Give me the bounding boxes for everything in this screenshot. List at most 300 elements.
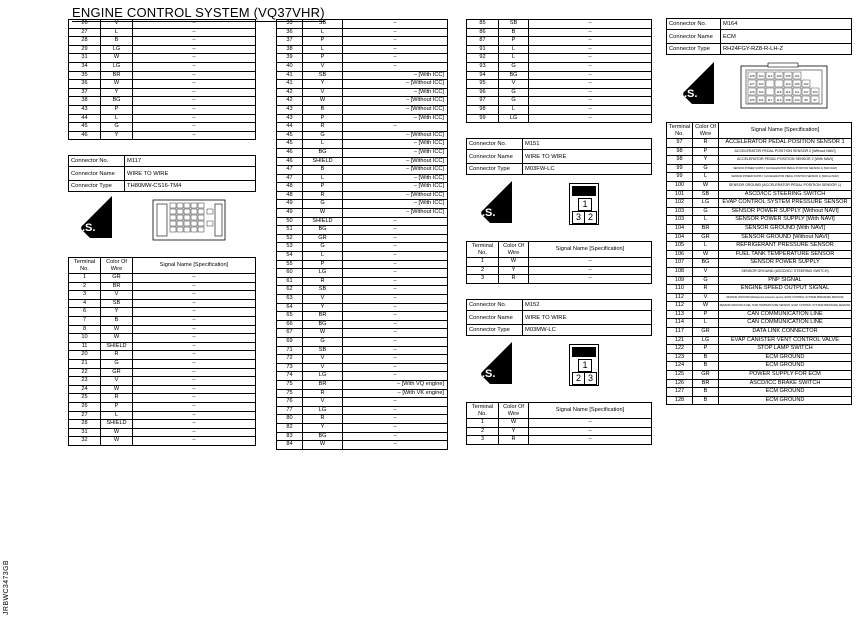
connector-no-label: Connector No. — [69, 156, 125, 167]
table-row — [667, 285, 852, 294]
table-row — [277, 277, 448, 286]
signal-name-cell: ACCELERATOR PEDAL POSITION SENSOR 2 [Without NAVI] — [719, 147, 852, 156]
terminal-no-cell: 117 — [667, 328, 693, 337]
terminal-no-cell: 2 — [467, 266, 499, 275]
wire-color-cell: B — [303, 105, 343, 114]
signal-name-cell: – — [133, 282, 256, 291]
table-row — [69, 420, 256, 429]
table-row — [69, 359, 256, 368]
connector-no-value: M151 — [523, 139, 652, 150]
signal-name-cell: – — [133, 114, 256, 123]
table-row — [69, 368, 256, 377]
terminal-no-cell: 41 — [277, 80, 303, 89]
table-row — [277, 166, 448, 175]
wire-color-cell: SB — [303, 346, 343, 355]
signal-name-cell: – — [343, 441, 448, 450]
table-row — [69, 131, 256, 140]
connector-pin-label: 110 — [785, 82, 791, 86]
signal-name-cell: – — [133, 428, 256, 437]
wire-color-cell: P — [693, 147, 719, 156]
connector-no-value: M164 — [721, 19, 852, 30]
wire-color-cell: G — [693, 276, 719, 285]
terminal-no-cell: 99 — [467, 114, 499, 123]
signal-name-cell: – — [343, 312, 448, 321]
table-row — [467, 28, 652, 37]
table-row — [667, 336, 852, 345]
connector-pin-label: 125 — [749, 98, 755, 102]
terminal-no-cell: 36 — [277, 28, 303, 37]
signal-name-cell: – — [133, 316, 256, 325]
wire-color-cell: L — [303, 140, 343, 149]
terminal-no-cell: 98 — [667, 156, 693, 165]
table-row — [69, 394, 256, 403]
signal-name-cell: – — [343, 45, 448, 54]
signal-name-cell: – [With VK engine] — [343, 389, 448, 398]
terminal-no-cell: 28 — [69, 420, 101, 429]
table-row — [667, 293, 852, 302]
connector-pin-label: 104 — [794, 98, 800, 102]
terminal-no-cell: 54 — [277, 252, 303, 261]
page-title: ENGINE CONTROL SYSTEM (VQ37VHR) — [72, 5, 325, 20]
document-code: JRBWC3473GB — [3, 560, 10, 615]
terminal-no-cell: 44 — [277, 123, 303, 132]
terminal-no-cell: 47 — [277, 174, 303, 183]
terminal-no-cell: 46 — [69, 131, 101, 140]
wire-color-cell: P — [303, 54, 343, 63]
terminal-no-cell: 36 — [69, 80, 101, 89]
wire-color-cell: W — [303, 329, 343, 338]
signal-name-cell: ECM GROUND — [719, 362, 852, 371]
table-row — [69, 411, 256, 420]
terminal-no-cell: 112 — [667, 302, 693, 311]
connector-type-label: Connector Type — [467, 164, 523, 175]
connector-pin-label: 99 — [804, 98, 808, 102]
wire-color-cell: W — [303, 97, 343, 106]
terminal-no-header: Terminal No. — [667, 123, 693, 139]
terminal-no-cell: 102 — [667, 199, 693, 208]
terminal-no-cell: 1 — [467, 419, 499, 428]
signal-name-cell: PNP SIGNAL — [719, 276, 852, 285]
wire-color-cell: L — [303, 174, 343, 183]
connector-type-value: RH24FGY-RZ8-R-LH-Z — [721, 44, 852, 55]
terminal-no-cell: 97 — [667, 139, 693, 148]
terminal-no-cell: 10 — [69, 334, 101, 343]
terminal-no-cell: 107 — [667, 259, 693, 268]
terminal-no-cell: 96 — [467, 88, 499, 97]
terminal-no-cell: 75 — [277, 389, 303, 398]
table-row — [277, 97, 448, 106]
connector-pin-label: 111 — [794, 90, 800, 94]
connector-pin-label: 102 — [803, 82, 809, 86]
terminal-no-cell: 3 — [69, 291, 101, 300]
terminal-no-cell: 99 — [667, 173, 693, 182]
table-row — [69, 37, 256, 46]
signal-name-cell: – — [133, 123, 256, 132]
table-row — [667, 156, 852, 165]
table-row — [69, 316, 256, 325]
wire-color-cell: V — [101, 20, 133, 29]
wire-color-cell: L — [303, 252, 343, 261]
terminal-no-cell: 76 — [277, 398, 303, 407]
wire-color-cell: BR — [303, 380, 343, 389]
terminal-no-cell: 43 — [277, 105, 303, 114]
wire-color-cell: BG — [499, 71, 529, 80]
signal-name-cell: FUEL TANK TEMPERATURE SENSOR — [719, 250, 852, 259]
table-row — [277, 45, 448, 54]
signal-name-cell: – [Without ICC] — [343, 157, 448, 166]
signal-name-cell: – — [343, 62, 448, 71]
terminal-no-cell: 33 — [277, 20, 303, 29]
connector-pin-label: 121 — [758, 98, 764, 102]
signal-name-cell: SENSOR POWER SUPPLY [Without NAVI] — [719, 207, 852, 216]
signal-name-cell: – — [133, 80, 256, 89]
table-row — [667, 139, 852, 148]
signal-name-cell: – — [133, 402, 256, 411]
table-row — [277, 234, 448, 243]
signal-name-cell: – — [343, 252, 448, 261]
pin-1: 1 — [578, 359, 592, 372]
table-row — [667, 259, 852, 268]
terminal-no-cell: 75 — [277, 380, 303, 389]
wire-color-cell: R — [499, 436, 529, 445]
terminal-no-cell: 108 — [667, 267, 693, 276]
wire-color-cell: Y — [303, 80, 343, 89]
signal-name-cell: – — [529, 54, 652, 63]
signal-name-cell: ENGINE SPEED OUTPUT SIGNAL — [719, 285, 852, 294]
terminal-no-cell: 122 — [667, 345, 693, 354]
wire-color-cell: L — [101, 28, 133, 37]
table-row — [277, 363, 448, 372]
wire-color-cell: P — [303, 183, 343, 192]
table-row — [277, 191, 448, 200]
table-row — [277, 174, 448, 183]
connector-pin-label: 101 — [794, 74, 800, 78]
wire-color-cell: W — [303, 441, 343, 450]
table-row — [277, 260, 448, 269]
wire-color-cell: W — [101, 54, 133, 63]
table-row — [69, 377, 256, 386]
color-of-wire-header: Color Of Wire — [499, 242, 529, 258]
table-row — [467, 97, 652, 106]
terminal-no-cell: 123 — [667, 353, 693, 362]
terminal-no-cell: 38 — [69, 97, 101, 106]
terminal-no-cell: 77 — [277, 406, 303, 415]
terminal-no-cell: 86 — [467, 28, 499, 37]
table-row — [467, 80, 652, 89]
table-row — [277, 372, 448, 381]
connector-type-label: Connector Type — [467, 325, 523, 336]
table-row — [277, 329, 448, 338]
signal-name-cell: EVAP CONTROL SYSTEM PRESSURE SENSOR — [719, 199, 852, 208]
wire-color-cell: L — [499, 45, 529, 54]
connector-pin-label: 107 — [803, 90, 809, 94]
signal-name-cell: – — [343, 226, 448, 235]
table-row — [467, 88, 652, 97]
table-row — [69, 308, 256, 317]
wire-color-cell: G — [499, 88, 529, 97]
wire-color-cell: V — [303, 398, 343, 407]
wire-color-cell: L — [303, 28, 343, 37]
signal-name-cell: – — [343, 372, 448, 381]
signal-name-cell: – — [343, 398, 448, 407]
terminal-no-cell: 3 — [467, 275, 499, 284]
table-row — [69, 62, 256, 71]
wire-color-cell: BG — [693, 259, 719, 268]
terminal-no-cell: 42 — [277, 88, 303, 97]
wire-color-cell: L — [499, 105, 529, 114]
signal-name-cell: – — [343, 406, 448, 415]
wire-color-cell: BG — [303, 432, 343, 441]
table-row — [667, 173, 852, 182]
wire-color-cell: B — [693, 353, 719, 362]
signal-name-cell: ECM GROUND — [719, 396, 852, 405]
signal-name-cell: – — [133, 291, 256, 300]
connector-pin-label: 103 — [812, 90, 818, 94]
signal-name-cell: – — [133, 342, 256, 351]
wire-color-cell: G — [303, 337, 343, 346]
signal-name-cell: – — [343, 234, 448, 243]
connector-name-value: ECM — [721, 30, 852, 44]
table-row — [467, 20, 652, 29]
table-row — [467, 427, 652, 436]
signal-name-cell: – — [133, 334, 256, 343]
signal-name-cell: – — [133, 62, 256, 71]
table-row — [277, 286, 448, 295]
terminal-no-cell: 93 — [467, 62, 499, 71]
hs-label: H.S. — [474, 207, 496, 219]
hs-harness-side-icon — [70, 196, 112, 238]
table-row — [667, 328, 852, 337]
terminal-no-cell: 94 — [467, 71, 499, 80]
table-row — [667, 276, 852, 285]
terminal-no-cell: 1 — [69, 274, 101, 283]
wire-color-cell: SB — [303, 20, 343, 29]
hs-harness-side-icon — [470, 342, 512, 384]
terminal-no-cell: 43 — [277, 114, 303, 123]
wire-color-cell: G — [303, 243, 343, 252]
table-row — [69, 54, 256, 63]
table-row — [69, 402, 256, 411]
connector-header-m164 — [666, 18, 852, 55]
signal-name-cell: – — [343, 217, 448, 226]
table-row — [667, 242, 852, 251]
signal-name-cell: – [With ICC] — [343, 200, 448, 209]
terminal-no-cell: 4 — [69, 299, 101, 308]
wire-color-cell: LG — [303, 372, 343, 381]
table-row — [277, 406, 448, 415]
signal-name-cell: – — [133, 20, 256, 29]
signal-name-cell: – — [529, 114, 652, 123]
table-row — [277, 380, 448, 389]
signal-name-cell: – — [133, 394, 256, 403]
signal-name-cell: – — [133, 274, 256, 283]
wire-color-cell: SHIELD — [101, 342, 133, 351]
terminal-no-cell: 128 — [667, 396, 693, 405]
signal-name-cell: SENSOR POWER SUPPLY — [719, 259, 852, 268]
signal-name-cell: – — [529, 97, 652, 106]
signal-name-cell: – — [529, 88, 652, 97]
terminal-no-cell: 62 — [277, 286, 303, 295]
table-row — [277, 312, 448, 321]
table-row — [467, 258, 652, 267]
terminal-no-cell: 24 — [69, 385, 101, 394]
terminal-no-header: Terminal No. — [467, 242, 499, 258]
wire-color-cell: V — [693, 293, 719, 302]
table-row — [667, 190, 852, 199]
connector-pin — [766, 88, 774, 95]
table-row — [277, 62, 448, 71]
signal-name-cell: – — [343, 320, 448, 329]
terminal-no-cell: 55 — [277, 260, 303, 269]
signal-name-cell: SENSOR POWER SUPPLY [With NAVI] — [719, 216, 852, 225]
terminal-no-cell: 67 — [277, 329, 303, 338]
wire-color-cell: Y — [101, 308, 133, 317]
wire-color-cell: G — [303, 200, 343, 209]
connector-type-value: M03FW-LC — [523, 164, 652, 175]
table-row — [277, 183, 448, 192]
wire-color-cell: V — [303, 88, 343, 97]
wire-color-cell: P — [101, 402, 133, 411]
wire-color-cell: G — [499, 62, 529, 71]
connector-pin — [766, 80, 774, 87]
connector-name-label: Connector Name — [467, 150, 523, 164]
wire-color-cell: R — [693, 139, 719, 148]
table-row — [277, 114, 448, 123]
terminal-no-cell: 121 — [667, 336, 693, 345]
terminal-no-cell: 41 — [277, 71, 303, 80]
wire-color-cell: V — [303, 355, 343, 364]
table-row — [277, 37, 448, 46]
wire-color-cell: W — [693, 250, 719, 259]
wire-color-cell: B — [693, 362, 719, 371]
terminal-no-cell: 74 — [277, 372, 303, 381]
terminal-no-cell: 99 — [667, 164, 693, 173]
terminal-no-cell: 87 — [467, 37, 499, 46]
table-row — [467, 105, 652, 114]
wire-color-cell: GR — [693, 328, 719, 337]
signal-name-cell: – — [343, 277, 448, 286]
wire-color-cell: R — [303, 389, 343, 398]
table-row — [277, 252, 448, 261]
terminal-no-cell: 45 — [277, 140, 303, 149]
signal-name-cell: – [With ICC] — [343, 71, 448, 80]
terminal-no-cell: 61 — [277, 277, 303, 286]
terminal-no-cell: 73 — [277, 363, 303, 372]
wire-color-cell: GR — [303, 234, 343, 243]
signal-name-cell: – — [529, 275, 652, 284]
terminal-no-cell: 39 — [277, 54, 303, 63]
terminal-no-cell: 71 — [277, 346, 303, 355]
table-row — [277, 295, 448, 304]
wire-color-cell: V — [101, 291, 133, 300]
signal-name-cell: – — [133, 28, 256, 37]
table-row — [69, 325, 256, 334]
signal-name-header: Signal Name [Specification] — [719, 123, 852, 139]
hs-harness-side-icon — [672, 62, 714, 104]
signal-name-cell: – — [529, 80, 652, 89]
terminal-no-cell: 31 — [69, 54, 101, 63]
wire-color-cell: W — [499, 419, 529, 428]
table-row — [667, 362, 852, 371]
wire-color-cell: W — [303, 209, 343, 218]
signal-name-cell: – — [343, 303, 448, 312]
terminal-no-cell: 28 — [69, 37, 101, 46]
wire-color-cell: R — [303, 191, 343, 200]
hs-label: H.S. — [74, 222, 96, 234]
terminal-no-cell: 42 — [277, 97, 303, 106]
table-row — [69, 274, 256, 283]
connector-name-value: WIRE TO WIRE — [125, 167, 256, 181]
terminal-no-cell: 27 — [69, 411, 101, 420]
wire-color-cell: LG — [693, 336, 719, 345]
table-row — [277, 269, 448, 278]
signal-name-cell: ECM GROUND — [719, 388, 852, 397]
terminal-no-cell: 22 — [69, 368, 101, 377]
table-row — [667, 310, 852, 319]
terminal-no-cell: 83 — [277, 432, 303, 441]
signal-name-cell: – [Without ICC] — [343, 131, 448, 140]
signal-name-cell: SENSOR GROUND [Without NAVI] — [719, 233, 852, 242]
table-row — [277, 432, 448, 441]
signal-name-cell: SENSOR POWER SUPPLY (ACCELERATOR PEDAL POSITION SENSOR 1) [With NAVI] — [719, 164, 852, 173]
terminal-no-cell: 84 — [277, 441, 303, 450]
terminal-no-cell: 45 — [69, 123, 101, 132]
connector-name-value: WIRE TO WIRE — [523, 311, 652, 325]
wire-color-cell: BR — [303, 312, 343, 321]
signal-name-cell: – — [133, 54, 256, 63]
terminal-no-cell: 29 — [69, 45, 101, 54]
table-row — [277, 217, 448, 226]
signal-name-cell: – — [133, 97, 256, 106]
wire-color-cell: R — [101, 351, 133, 360]
table-row — [667, 379, 852, 388]
table-row — [667, 267, 852, 276]
connector-pin-label: 105 — [785, 74, 791, 78]
wire-color-cell: LG — [101, 62, 133, 71]
signal-name-cell: – — [529, 20, 652, 29]
hs-harness-side-icon — [470, 181, 512, 223]
connector-header-m152 — [466, 299, 652, 336]
terminal-no-cell: 11 — [69, 342, 101, 351]
signal-name-cell: – — [133, 351, 256, 360]
wire-color-cell: P — [499, 37, 529, 46]
terminal-no-cell: 21 — [69, 359, 101, 368]
wire-color-cell: SHIELD — [303, 217, 343, 226]
signal-name-cell: – — [343, 329, 448, 338]
terminal-no-cell: 103 — [667, 207, 693, 216]
connector-pin-label: 117 — [767, 98, 773, 102]
wire-color-cell: L — [101, 114, 133, 123]
connector-no-label: Connector No. — [467, 300, 523, 311]
terminal-no-cell: 37 — [69, 88, 101, 97]
terminal-no-cell: 125 — [667, 371, 693, 380]
terminal-no-cell: 50 — [277, 217, 303, 226]
signal-name-cell: – — [343, 363, 448, 372]
terminal-no-cell: 37 — [277, 37, 303, 46]
wire-color-cell: L — [693, 216, 719, 225]
signal-name-cell: – [With ICC] — [343, 183, 448, 192]
table-row — [69, 299, 256, 308]
wire-color-cell: SB — [303, 71, 343, 80]
terminal-no-cell: 124 — [667, 362, 693, 371]
wire-color-cell: SB — [693, 190, 719, 199]
wire-color-cell: W — [101, 437, 133, 446]
terminal-no-header: Terminal No. — [467, 403, 499, 419]
table-row — [667, 181, 852, 190]
signal-name-cell: – [With VQ engine] — [343, 380, 448, 389]
terminal-no-cell: 31 — [69, 428, 101, 437]
terminal-no-cell: 114 — [667, 319, 693, 328]
